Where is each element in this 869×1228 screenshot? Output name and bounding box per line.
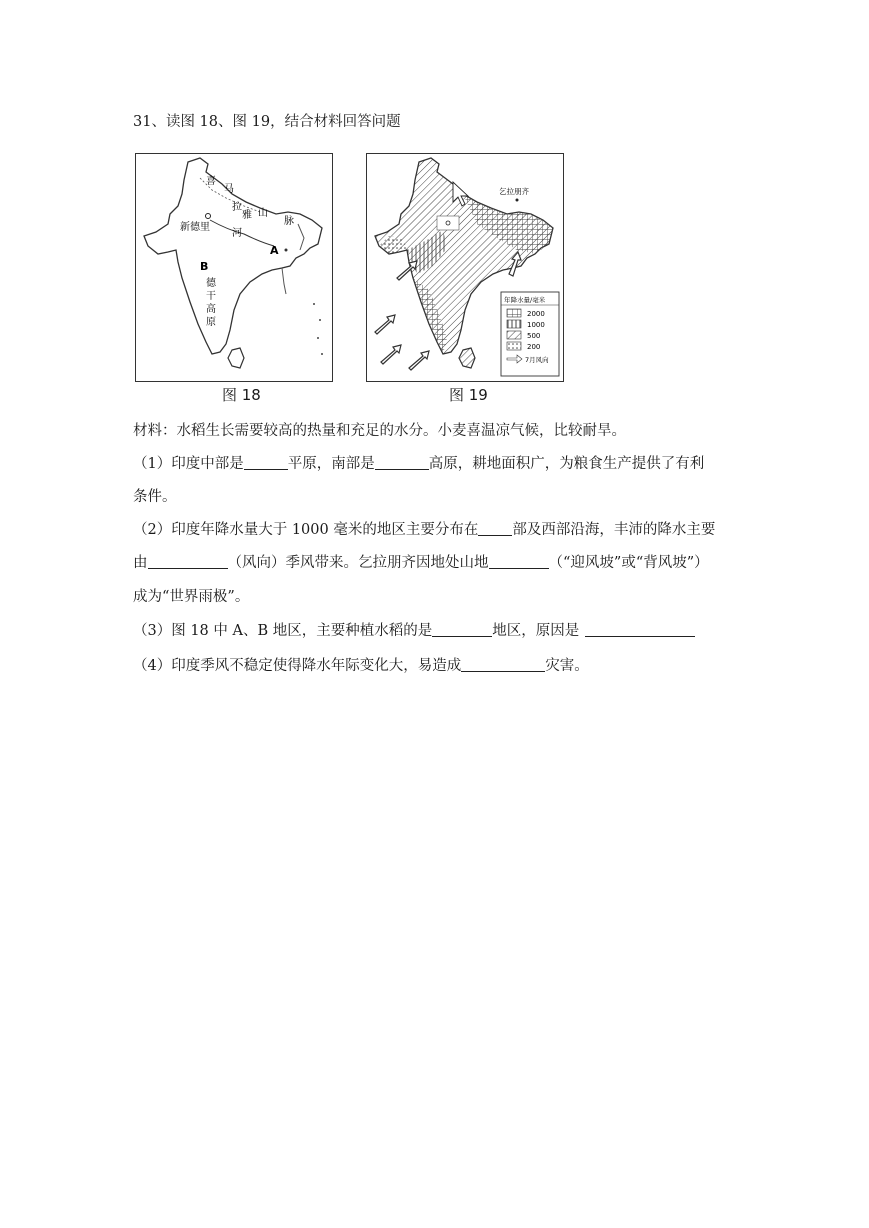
label-river: 河	[232, 228, 242, 239]
label-him5: 山	[258, 208, 268, 219]
material-text: 材料：水稻生长需要较高的热量和充足的水分。小麦喜温凉气候，比较耐旱。	[133, 423, 626, 439]
label-point-a: A	[270, 244, 279, 257]
question-4: （4）印度季风不稳定使得降水年际变化大，易造成 灾害。	[133, 658, 589, 674]
sri-lanka	[459, 348, 475, 368]
figure-18-caption: 图 18	[222, 386, 261, 404]
question-3: （3）图 18 中 A、B 地区，主要种植水稻的是 地区，原因是	[133, 621, 695, 641]
legend-2000: 2000	[527, 310, 545, 318]
delhi-marker	[206, 214, 211, 219]
legend-200: 200	[527, 343, 541, 351]
question-heading: 31、读图 18、图 19，结合材料回答问题	[133, 114, 401, 130]
question-1-continued: 条件。	[133, 489, 177, 505]
rainfall-legend	[501, 292, 559, 376]
label-deccan2: 干	[206, 291, 216, 302]
answer-blank-3b[interactable]	[585, 621, 695, 637]
ganges-river	[210, 220, 274, 246]
answer-blank-2a[interactable]	[478, 520, 512, 536]
legend-1000: 1000	[527, 321, 545, 329]
label-deccan4: 原	[206, 317, 216, 328]
answer-blank-2c[interactable]	[489, 553, 549, 569]
legend-title: 年降水量/毫米	[504, 296, 546, 304]
question-2: （2）印度年降水量大于 1000 毫米的地区主要分布在 部及西部沿海，丰沛的降水主要	[133, 522, 716, 538]
legend-wind: 7月风向	[525, 356, 549, 364]
question-2-line-2: 由 （风向）季风带来。乞拉朋齐因地处山地 （“迎风坡”或“背风坡”）	[133, 555, 709, 571]
sri-lanka	[228, 348, 244, 368]
figure-19-map	[366, 153, 564, 382]
label-him3: 拉	[232, 202, 242, 213]
label-him2: 马	[224, 184, 234, 195]
label-point-b: B	[200, 260, 209, 273]
label-deccan1: 德	[206, 278, 216, 289]
answer-blank-4a[interactable]	[461, 656, 545, 672]
answer-blank-3a[interactable]	[432, 621, 492, 637]
figure-18-map	[135, 153, 333, 382]
answer-blank-2b[interactable]	[148, 553, 228, 569]
question-1: （1）印度中部是 平原，南部是 高原，耕地面积广，为粮食生产提供了有利	[133, 456, 705, 472]
label-delhi: 新德里	[180, 222, 210, 233]
legend-500: 500	[527, 332, 541, 340]
label-him1: 喜	[206, 176, 216, 187]
answer-blank-1b[interactable]	[375, 454, 429, 470]
answer-blank-1a[interactable]	[244, 454, 288, 470]
label-him4: 雅	[242, 210, 252, 221]
question-2-continued: 成为“世界雨极”。	[133, 589, 250, 605]
figure-19-caption: 图 19	[449, 386, 488, 404]
label-cherrapunji: 乞拉朋齐	[499, 187, 529, 196]
label-him6: 脉	[284, 216, 294, 227]
label-deccan3: 高	[206, 304, 216, 315]
